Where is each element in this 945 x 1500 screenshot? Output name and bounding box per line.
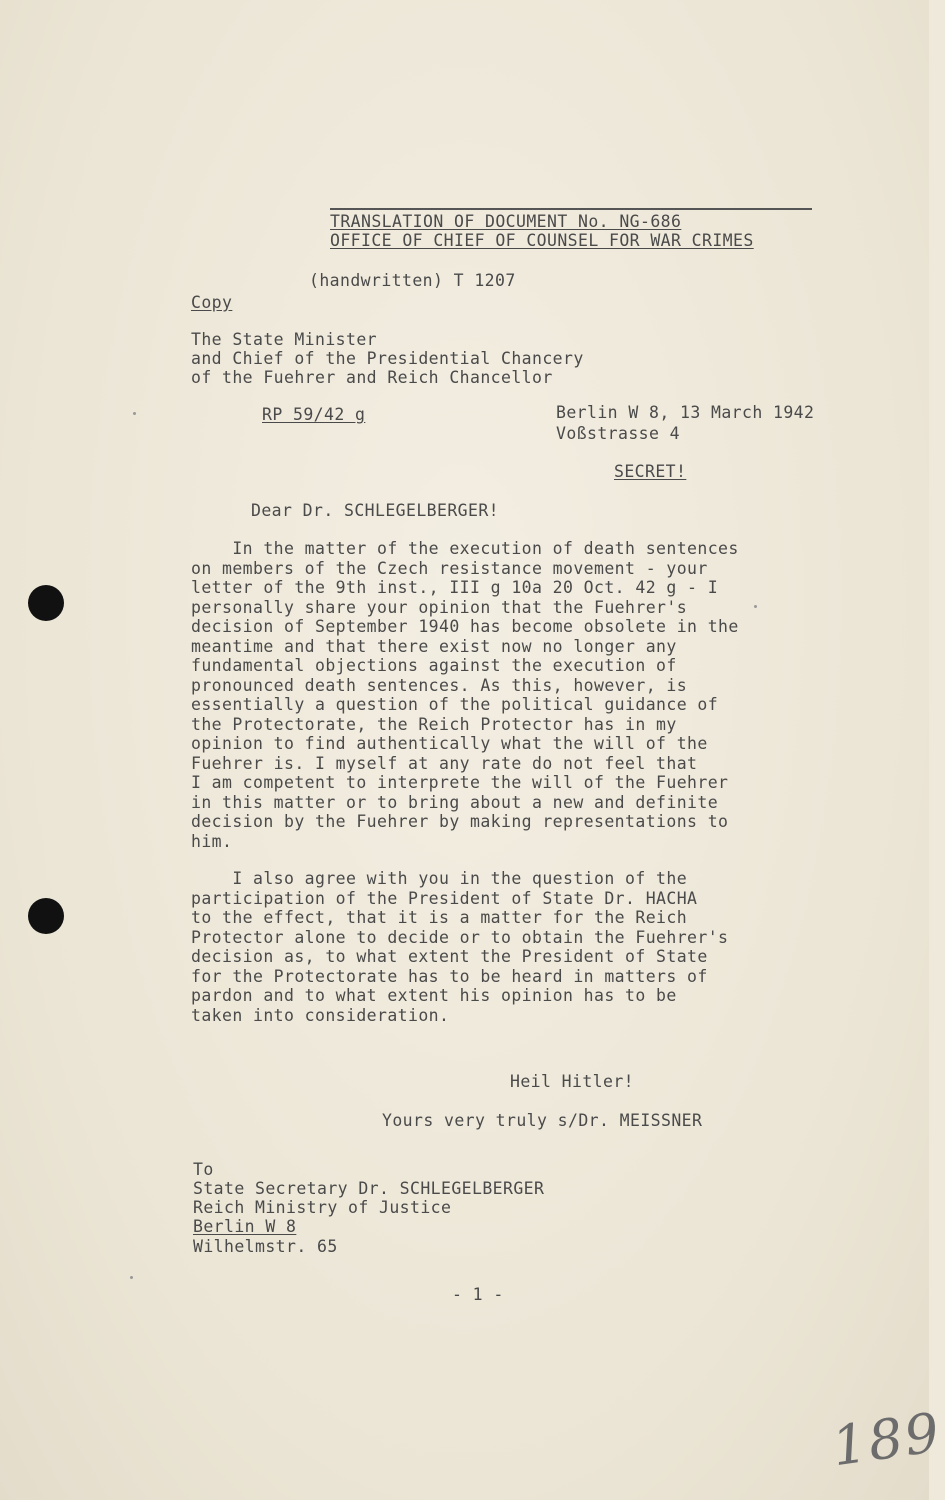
paragraph-2-line: Protector alone to decide or to obtain the Fuehrer's [191, 927, 729, 947]
header-top-rule [330, 208, 812, 210]
page-number: - 1 - [452, 1285, 504, 1304]
punch-hole-bottom [28, 898, 64, 934]
paragraph-1-line: Fuehrer is. I myself at any rate do not feel that [191, 753, 698, 773]
recipient-line-1: State Secretary Dr. SCHLEGELBERGER [193, 1179, 545, 1198]
signature-line: Yours very truly s/Dr. MEISSNER [382, 1111, 703, 1130]
recipient-line-2: Reich Ministry of Justice [193, 1198, 452, 1217]
recipient-line-3: Berlin W 8 [193, 1217, 297, 1236]
paragraph-1-line: personally share your opinion that the Fuehrer's [191, 597, 688, 617]
paragraph-1-line: pronounced death sentences. As this, however, is [191, 675, 688, 695]
reference-number: RP 59/42 g [262, 405, 366, 424]
paragraph-2-line: for the Protectorate has to be heard in matters of [191, 966, 708, 986]
punch-hole-top [28, 585, 64, 621]
paragraph-2-line: participation of the President of State Dr. HACHA [191, 888, 698, 908]
paper-speck [754, 605, 757, 608]
salutation: Dear Dr. SCHLEGELBERGER! [251, 501, 500, 520]
paper-speck [130, 1276, 133, 1279]
sender-line-2: and Chief of the Presidential Chancery [191, 349, 584, 368]
paragraph-1-line: on members of the Czech resistance movement - your [191, 558, 708, 578]
paragraph-2-line: taken into consideration. [191, 1005, 450, 1025]
sender-line-3: of the Fuehrer and Reich Chancellor [191, 368, 553, 387]
paragraph-1-line: decision of September 1940 has become obsolete in the [191, 617, 739, 636]
paragraph-1-line: decision by the Fuehrer by making representations to [191, 812, 729, 831]
paragraph-1-line: fundamental objections against the execution of [191, 656, 677, 675]
paragraph-1-line: opinion to find authentically what the will of the [191, 734, 708, 753]
paragraph-1-line: him. [191, 831, 233, 851]
classification-label: SECRET! [614, 462, 687, 481]
recipient-line-4: Wilhelmstr. 65 [193, 1237, 338, 1256]
handwritten-page-number: 189 [828, 1400, 945, 1479]
paragraph-1-line: in this matter or to bring about a new and definite [191, 792, 719, 812]
paragraph-1-line: In the matter of the execution of death sentences [191, 539, 739, 558]
paper-speck [133, 412, 136, 415]
paragraph-1-line: the Protectorate, the Reich Protector has in my [191, 714, 677, 734]
header-line-2: OFFICE OF CHIEF OF COUNSEL FOR WAR CRIMES [330, 231, 754, 250]
paragraph-1-line: I am competent to interprete the will of the Fuehrer [191, 773, 729, 792]
paragraph-1-line: essentially a question of the political guidance of [191, 695, 719, 714]
paragraph-2-line: to the effect, that it is a matter for the Reich [191, 908, 688, 927]
handwritten-reference: (handwritten) T 1207 [309, 271, 516, 290]
paragraph-2-line: I also agree with you in the question of the [191, 869, 688, 888]
place-date-line-2: Voßstrasse 4 [556, 424, 681, 443]
place-date-line-1: Berlin W 8, 13 March 1942 [556, 403, 815, 422]
header-line-1: TRANSLATION OF DOCUMENT No. NG-686 [330, 212, 682, 231]
copy-label: Copy [191, 293, 233, 312]
recipient-to: To [193, 1160, 214, 1179]
paragraph-2-line: pardon and to what extent his opinion has to be [191, 986, 677, 1005]
sender-line-1: The State Minister [191, 330, 378, 349]
paragraph-1-line: meantime and that there exist now no longer any [191, 636, 677, 656]
paragraph-2-line: decision as, to what extent the President of State [191, 947, 708, 966]
closing-greeting: Heil Hitler! [510, 1072, 635, 1091]
paragraph-1-line: letter of the 9th inst., III g 10a 20 Oct. 42 g - I [191, 578, 719, 597]
